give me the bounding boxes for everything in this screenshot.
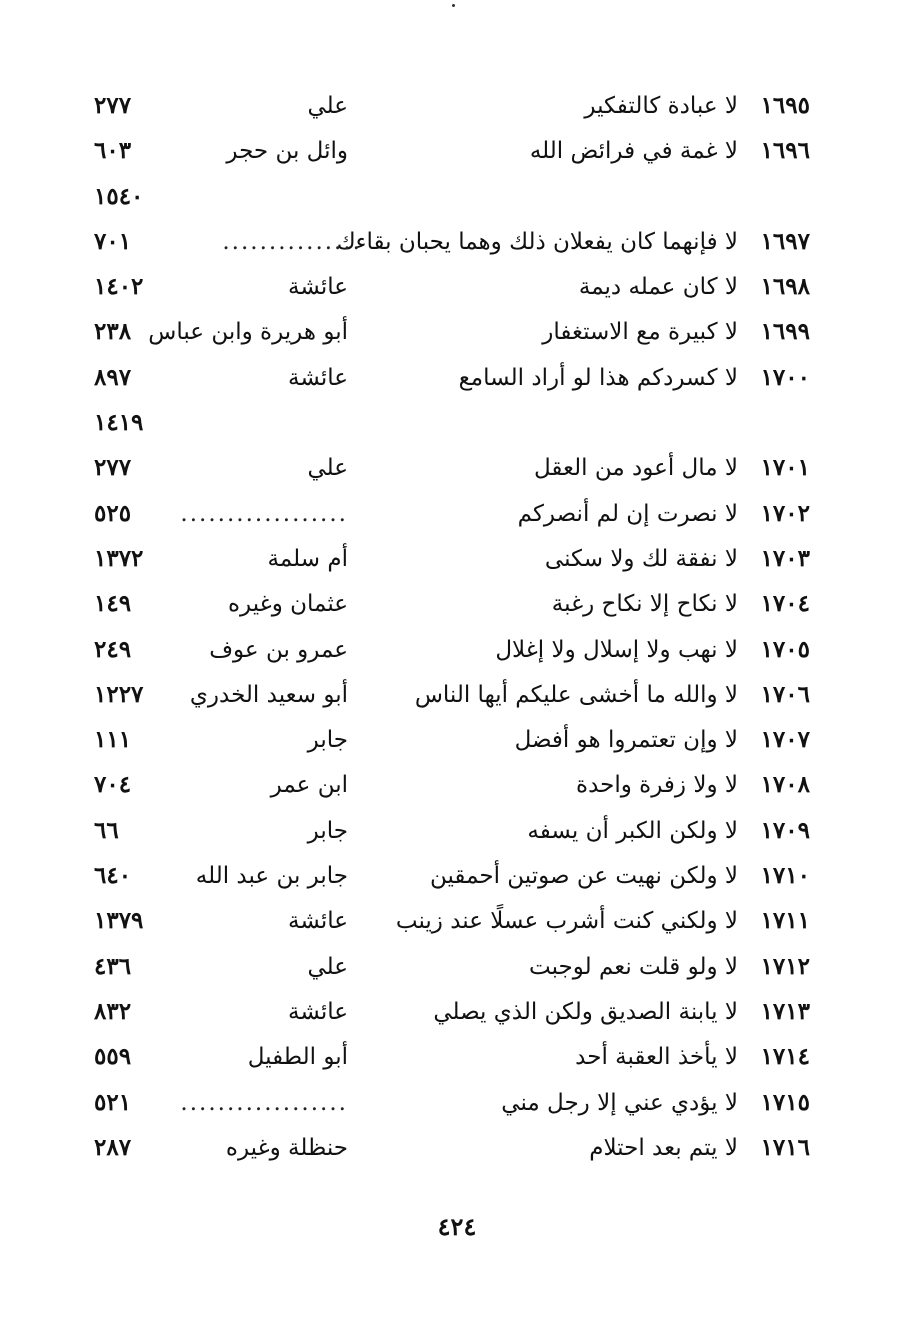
- index-row: [0, 537, 914, 582]
- index-row: [0, 1126, 914, 1171]
- index-row: [0, 401, 914, 446]
- entry-page: ٦٦: [94, 816, 119, 844]
- entry-narrator: عائشة: [288, 364, 348, 391]
- entry-number: ١٧١١: [760, 907, 810, 935]
- entry-page: ٧٠١: [94, 227, 132, 255]
- entry-page: ٧٠٤: [94, 771, 132, 799]
- entry-number: ١٧٠١: [760, 454, 810, 482]
- entry-text: لا كسردكم هذا لو أراد السامع: [458, 364, 738, 391]
- index-row: [0, 990, 914, 1035]
- entry-dots: ..................: [180, 1089, 348, 1116]
- index-row: [0, 175, 914, 220]
- entry-page: ١٤١٩: [94, 409, 144, 437]
- index-row: [0, 265, 914, 310]
- entry-narrator: حنظلة وغيره: [225, 1134, 348, 1161]
- entry-number: ١٧٠٩: [760, 816, 810, 844]
- entry-text: لا مال أعود من العقل: [533, 455, 738, 482]
- entry-page: ٤٣٦: [94, 952, 132, 980]
- entry-narrator: وائل بن حجر: [226, 138, 348, 165]
- index-row: [0, 220, 914, 265]
- entry-text: لا كبيرة مع الاستغفار: [542, 319, 738, 346]
- entry-text: لا غمة في فرائض الله: [529, 138, 738, 165]
- entry-page: ٨٣٢: [94, 997, 132, 1025]
- entry-number: ١٦٩٩: [760, 318, 810, 346]
- entry-text: لا والله ما أخشى عليكم أيها الناس: [414, 681, 738, 708]
- entry-text: لا عبادة كالتفكير: [584, 93, 738, 119]
- entry-number: ١٧٠٠: [760, 363, 810, 391]
- entry-narrator: علي: [307, 455, 348, 482]
- entry-text: لا يتم بعد احتلام: [589, 1134, 738, 1161]
- entry-page: ١٥٤٠: [94, 182, 144, 210]
- entry-page: ٨٩٧: [94, 363, 132, 391]
- index-row: [0, 492, 914, 537]
- index-row: [0, 446, 914, 491]
- entry-number: ١٧١٤: [760, 1043, 810, 1071]
- entry-number: ١٧٠٣: [760, 544, 810, 572]
- entry-page: ١٢٢٧: [94, 680, 144, 708]
- index-row: [0, 673, 914, 718]
- entry-page: ٢٧٧: [94, 92, 132, 119]
- index-row: [0, 310, 914, 355]
- entry-text: لا فإنهما كان يفعلان ذلك وهما يحبان بقاءك: [336, 228, 738, 255]
- entry-narrator: أم سلمة: [267, 545, 348, 572]
- entry-page: ٢٧٧: [94, 454, 132, 482]
- entry-narrator: عائشة: [288, 998, 348, 1025]
- entry-text: لا نكاح إلا نكاح رغبة: [551, 591, 738, 618]
- entry-text: لا ولكن الكبر أن يسفه: [527, 817, 738, 844]
- entry-narrator: جابر: [307, 727, 348, 754]
- index-list: [0, 84, 914, 1171]
- entry-narrator: أبو الطفيل: [247, 1044, 348, 1071]
- page-number: ٤٢٤: [437, 1212, 477, 1241]
- index-row: [0, 1035, 914, 1080]
- entry-text: لا ولو قلت نعم لوجبت: [529, 953, 738, 980]
- entry-text: لا يأخذ العقبة أحد: [575, 1044, 738, 1071]
- entry-text: لا ولا زفرة واحدة: [576, 772, 738, 799]
- entry-number: ١٧٠٥: [760, 635, 810, 663]
- entry-page: ٦٠٣: [94, 137, 132, 165]
- index-row: [0, 945, 914, 990]
- entry-page: ٢٨٧: [94, 1133, 132, 1161]
- entry-narrator: عائشة: [288, 908, 348, 935]
- entry-number: ١٧٠٦: [760, 680, 810, 708]
- entry-number: ١٦٩٧: [760, 227, 810, 255]
- entry-narrator: عمرو بن عوف: [209, 636, 348, 663]
- entry-text: لا يؤدي عني إلا رجل مني: [501, 1089, 738, 1116]
- entry-number: ١٧١٦: [760, 1133, 810, 1161]
- entry-text: لا نفقة لك ولا سكنى: [544, 545, 738, 572]
- entry-dots: ...............: [222, 228, 362, 255]
- index-row: [0, 1081, 914, 1126]
- entry-text: لا وإن تعتمروا هو أفضل: [514, 727, 738, 754]
- entry-page: ٢٤٩: [94, 635, 132, 663]
- entry-number: ١٦٩٥: [760, 92, 810, 119]
- index-row: [0, 129, 914, 174]
- index-row: [0, 763, 914, 808]
- index-row: [0, 582, 914, 627]
- entry-page: ١٣٧٩: [94, 907, 144, 935]
- entry-text: لا يابنة الصديق ولكن الذي يصلي: [433, 998, 738, 1025]
- entry-number: ١٧١٥: [760, 1088, 810, 1116]
- entry-page: ١١١: [94, 726, 132, 754]
- index-row: [0, 84, 914, 129]
- entry-page: ١٤٩: [94, 590, 132, 618]
- entry-page: ٥٢٥: [94, 499, 132, 527]
- entry-number: ١٧١٣: [760, 997, 810, 1025]
- entry-number: ١٧٠٤: [760, 590, 810, 618]
- entry-page: ١٣٧٢: [94, 544, 144, 572]
- entry-number: ١٦٩٨: [760, 273, 810, 301]
- entry-number: ١٧١٢: [760, 952, 810, 980]
- entry-narrator: عائشة: [288, 274, 348, 301]
- entry-text: لا كان عمله ديمة: [578, 274, 738, 301]
- entry-number: ١٧٠٨: [760, 771, 810, 799]
- entry-page: ٦٤٠: [94, 862, 132, 890]
- entry-page: ٥٢١: [94, 1088, 132, 1116]
- entry-narrator: أبو هريرة وابن عباس: [148, 319, 348, 346]
- entry-text: لا نهب ولا إسلال ولا إغلال: [495, 636, 738, 663]
- entry-number: ١٧١٠: [760, 862, 810, 890]
- entry-narrator: علي: [307, 93, 348, 119]
- entry-narrator: جابر: [307, 817, 348, 844]
- entry-text: لا ولكن نهيت عن صوتين أحمقين: [429, 863, 738, 890]
- entry-narrator: ابن عمر: [270, 772, 348, 799]
- index-row: [0, 356, 914, 401]
- scan-mark: [452, 4, 455, 7]
- entry-narrator: أبو سعيد الخدري: [189, 681, 348, 708]
- entry-page: ٥٥٩: [94, 1043, 132, 1071]
- index-row: [0, 854, 914, 899]
- index-row: [0, 809, 914, 854]
- entry-page: ١٤٠٢: [94, 273, 144, 301]
- entry-dots: ..................: [180, 500, 348, 527]
- entry-number: ١٧٠٢: [760, 499, 810, 527]
- entry-narrator: جابر بن عبد الله: [195, 863, 348, 890]
- index-row: [0, 628, 914, 673]
- entry-text: لا ولكني كنت أشرب عسلًا عند زينب: [395, 908, 738, 935]
- entry-narrator: عثمان وغيره: [228, 591, 348, 618]
- entry-number: ١٦٩٦: [760, 137, 810, 165]
- entry-narrator: علي: [307, 953, 348, 980]
- entry-number: ١٧٠٧: [760, 726, 810, 754]
- index-row: [0, 718, 914, 763]
- index-row: [0, 899, 914, 944]
- entry-text: لا نصرت إن لم أنصركم: [517, 500, 738, 527]
- entry-page: ٢٣٨: [94, 318, 132, 346]
